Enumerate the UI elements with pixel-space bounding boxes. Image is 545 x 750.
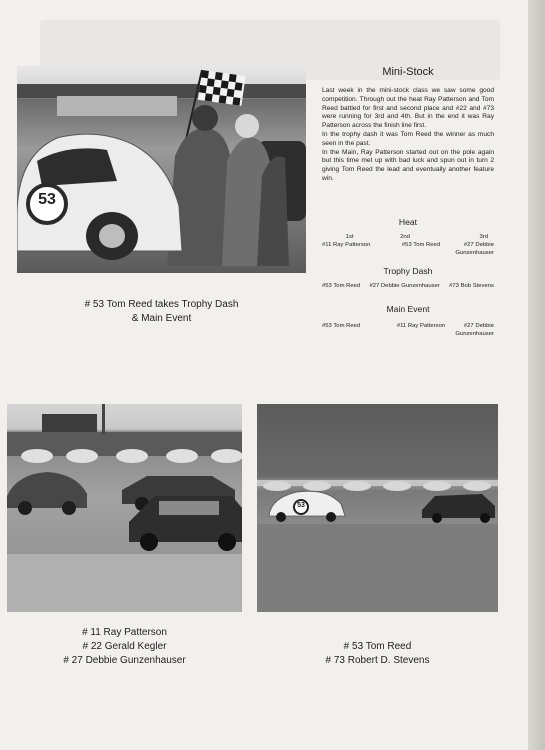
caption-line: # 53 Tom Reed — [343, 641, 412, 652]
place-label: 1st — [345, 234, 354, 240]
results-main-event — [322, 304, 494, 338]
result-entry: #27 Debbie Gunzenhauser — [369, 283, 440, 289]
article-body — [322, 87, 494, 184]
caption-line: # 22 Gerald Kegler — [82, 641, 167, 652]
photo-trophy-winner — [17, 66, 306, 273]
article-mini-stock — [322, 66, 494, 184]
photo-trophy-winner-art — [17, 66, 306, 273]
caption-line: # 53 Tom Reed takes Trophy Dash — [84, 299, 239, 310]
results-heat — [322, 217, 494, 257]
article-title: Mini-Stock — [382, 66, 434, 78]
photo-53-and-73 — [257, 404, 498, 612]
caption-line: & Main Event — [131, 313, 192, 324]
result-entry: #27 Debbie Gunzenhauser — [455, 323, 494, 337]
trophy-dash-results-row — [322, 282, 494, 290]
trophy-dash-heading: Trophy Dash — [383, 266, 433, 276]
car-number-53: 53 — [297, 502, 305, 509]
photo-race-pack — [7, 404, 242, 612]
article-paragraph: Last week in the mini-stock class we saw some good competition. Through out the heat Ray Patterson and Tom Reed battled for first and second place and #22 and #73 were running for 3rd and 4th. But in the end it was Ray Patterson across the finish line first. — [322, 87, 494, 130]
result-entry: #53 Tom Reed — [322, 323, 361, 329]
results-trophy-dash — [322, 266, 494, 290]
car-number-53: 53 — [38, 191, 56, 208]
result-entry: #53 Tom Reed — [401, 242, 441, 248]
caption-line: # 73 Robert D. Stevens — [325, 655, 430, 666]
article-paragraph: In the Main, Ray Patterson started out on the pole again but this time met up with bad luck and spun out in turn 2 giving Tom Reed the lead and eventually another feature win. — [322, 148, 494, 182]
heat-places-row — [322, 233, 494, 241]
heat-heading: Heat — [398, 217, 418, 227]
heat-results-row — [322, 241, 494, 257]
caption-race-pack — [7, 626, 242, 668]
caption-line: # 27 Debbie Gunzenhauser — [63, 655, 186, 666]
caption-53-and-73 — [257, 640, 498, 668]
result-entry: #11 Ray Patterson — [396, 323, 446, 329]
article-paragraph: In the trophy dash it was Tom Reed the winner as much seen in the past. — [322, 130, 494, 147]
place-label: 2nd — [400, 234, 410, 240]
result-entry: #27 Debbie Gunzenhauser — [455, 242, 494, 256]
result-entry: #53 Tom Reed — [322, 283, 361, 289]
photo-race-pack-art — [7, 404, 242, 612]
place-label: 3rd — [479, 234, 488, 240]
result-entry: #11 Ray Patterson — [322, 242, 371, 248]
page-edge — [528, 0, 545, 750]
result-entry: #73 Bob Stevens — [449, 283, 494, 289]
main-event-heading: Main Event — [386, 304, 430, 314]
caption-line: # 11 Ray Patterson — [82, 627, 167, 638]
caption-trophy-winner — [17, 298, 306, 326]
main-event-results-row — [322, 322, 494, 338]
